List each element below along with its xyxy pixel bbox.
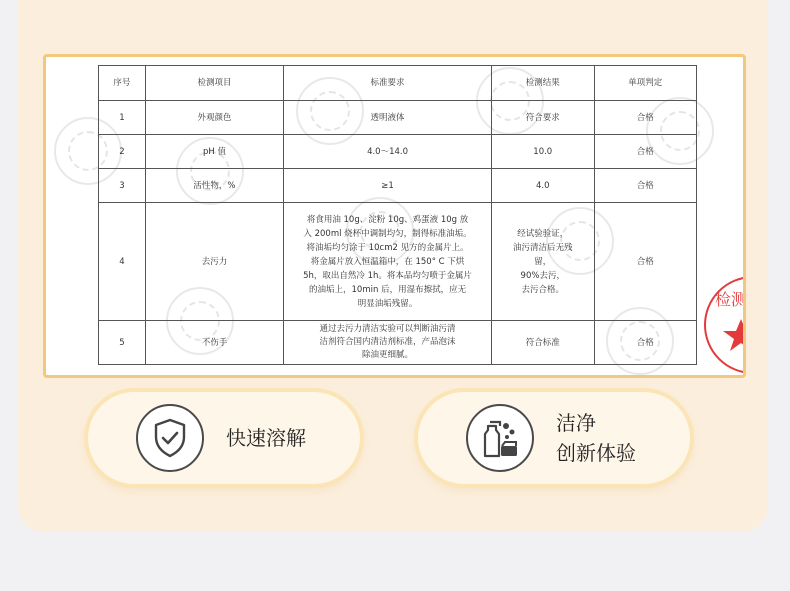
feature-label-line: 创新体验: [556, 441, 636, 465]
cell-result: 符合要求: [492, 101, 595, 135]
table-row: [99, 169, 697, 203]
feature-label-line: 洁净: [556, 411, 596, 435]
table-row: [99, 135, 697, 169]
header-verdict: 单项判定: [594, 66, 696, 101]
cell-standard: [284, 321, 492, 365]
inspection-table: [98, 65, 697, 365]
feature-label: [556, 408, 636, 468]
table-header-row: [99, 66, 697, 101]
header-standard: 标准要求: [284, 66, 492, 101]
result-line: 留，: [534, 256, 552, 267]
standard-line: 将油垢均匀涂于 10cm2 见方的金属片上。: [306, 242, 469, 253]
standard-line: 5h，取出自然冷 1h。将本品均匀喷于金属片: [303, 270, 472, 281]
shield-check-icon: [136, 404, 204, 472]
table-row: [99, 203, 697, 321]
feature-quick-dissolve: [88, 392, 360, 484]
feature-label: 快速溶解: [226, 426, 306, 450]
cell-standard: 透明液体: [284, 101, 492, 135]
cell-verdict: 合格: [594, 169, 696, 203]
cell-verdict: 合格: [594, 135, 696, 169]
stamp-text: 检测: [715, 290, 748, 309]
table-row: [99, 101, 697, 135]
cell-result: [492, 203, 595, 321]
cell-result: 符合标准: [492, 321, 595, 365]
standard-line: 将食用油 10g、淀粉 10g、鸡蛋液 10g 放: [306, 214, 469, 225]
header-no: 序号: [99, 66, 146, 101]
cell-item: pH 值: [145, 135, 283, 169]
cell-standard: 4.0～14.0: [284, 135, 492, 169]
standard-line: 除油更细腻。: [362, 350, 414, 360]
table-row: [99, 321, 697, 365]
header-item: 检测项目: [145, 66, 283, 101]
header-result: 检测结果: [492, 66, 595, 101]
cell-item: 活性物，%: [145, 169, 283, 203]
standard-line: 明显油垢残留。: [357, 298, 418, 309]
cell-item: 不伤手: [145, 321, 283, 365]
cell-no: 1: [99, 101, 146, 135]
cell-no: 4: [99, 203, 146, 321]
cell-no: 3: [99, 169, 146, 203]
cell-verdict: 合格: [594, 101, 696, 135]
standard-line: 入 200ml 烧杯中调制均匀，制得标准油垢。: [303, 228, 472, 239]
cell-standard: ≥1: [284, 169, 492, 203]
result-line: 去污合格。: [521, 284, 565, 295]
standard-line: 的油垢上，10min 后，用湿布擦拭，应无: [309, 284, 467, 295]
cell-verdict: 合格: [594, 203, 696, 321]
standard-line: 洁剂符合国内清洁剂标准，产品泡沫: [319, 337, 456, 347]
test-report-image: [43, 54, 746, 378]
cell-result: 10.0: [492, 135, 595, 169]
result-line: 油污清洁后无残: [513, 242, 573, 253]
result-line: 经试验验证，: [517, 228, 569, 239]
cleaning-spray-icon: [466, 404, 534, 472]
cell-no: 5: [99, 321, 146, 365]
standard-line: 将金属片放入恒温箱中，在 150° C 下烘: [310, 256, 465, 267]
cell-verdict: 合格: [594, 321, 696, 365]
cell-no: 2: [99, 135, 146, 169]
red-seal-stamp: [701, 265, 746, 378]
result-line: 90%去污，: [520, 270, 565, 281]
feature-clean-experience: [418, 392, 690, 484]
standard-line: 通过去污力清洁实验可以判断油污清: [319, 324, 456, 334]
cell-result: 4.0: [492, 169, 595, 203]
cell-standard: [284, 203, 492, 321]
cell-item: 去污力: [145, 203, 283, 321]
cell-item: 外观颜色: [145, 101, 283, 135]
